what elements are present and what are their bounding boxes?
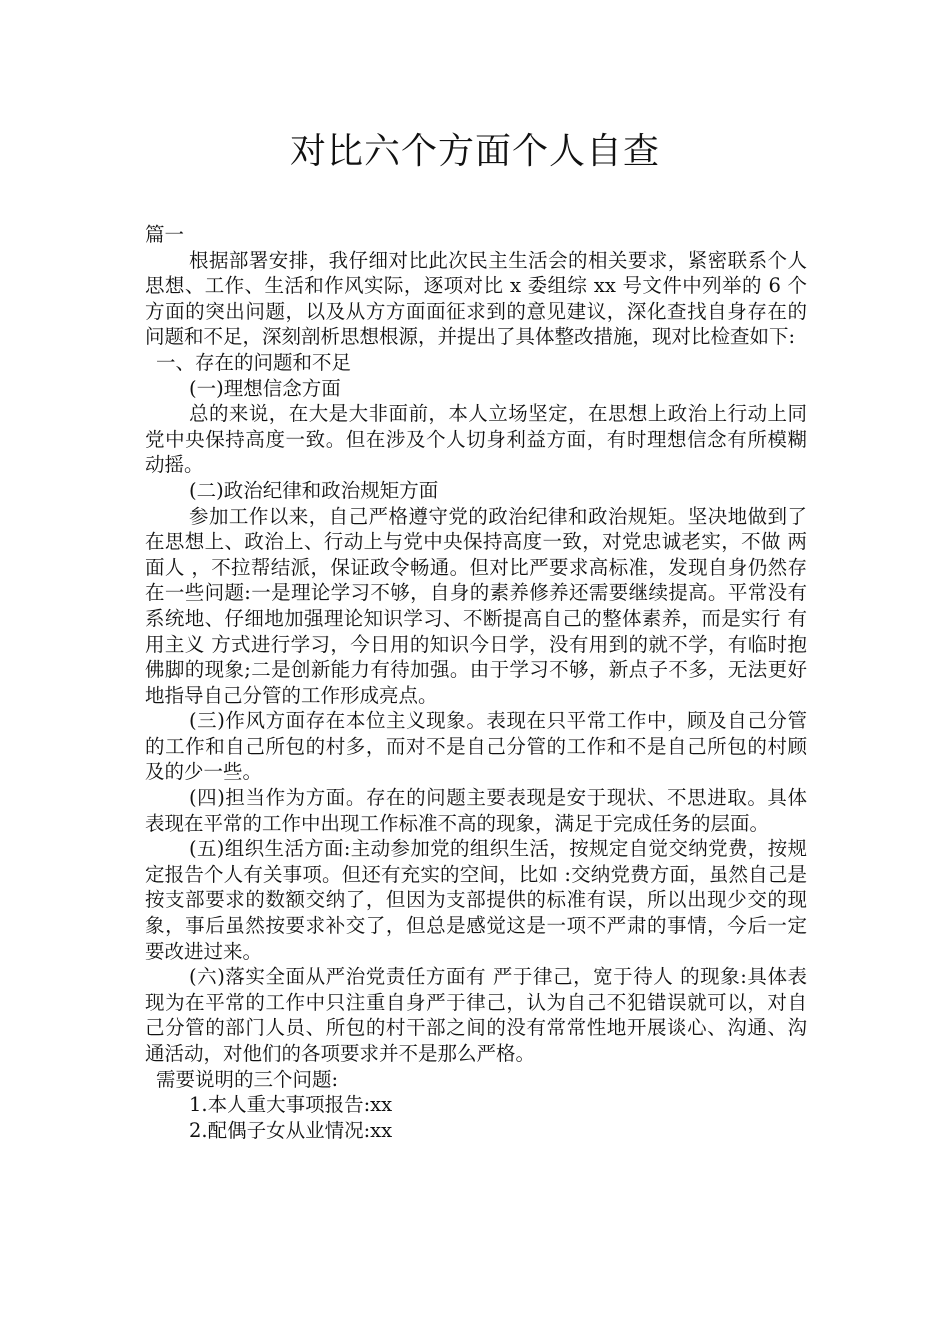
paragraph-party-governance: (六)落实全面从严治党责任方面有 严于律己，宽于待人 的现象:具体表现为在平常的工作中只注重自身严于律己，认为自己不犯错误就可以，对自己分管的部门人员、所包的村干部之间的没有常常性地开展谈心、沟通、沟通活动，对他们的各项要求并不是那么严格。: [145, 965, 807, 1065]
paragraph-ideals: 总的来说，在大是大非面前，本人立场坚定，在思想上政治上行动上同党中央保持高度一致。但在涉及个人切身利益方面，有时理想信念有所模糊动摇。: [145, 402, 807, 477]
paragraph-style: (三)作风方面存在本位主义现象。表现在只平常工作中，顾及自己分管的工作和自己所包的村多，而对不是自己分管的工作和不是自己所包的村顾及的少一些。: [145, 709, 807, 784]
list-item: 2.配偶子女从业情况:xx: [189, 1118, 393, 1142]
document-title: 对比六个方面个人自查: [289, 131, 660, 172]
subheading-discipline: (二)政治纪律和政治规矩方面: [189, 478, 439, 502]
list-item: 1.本人重大事项报告:xx: [189, 1093, 393, 1117]
intro-paragraph: 根据部署安排，我仔细对比此次民主生活会的相关要求，紧密联系个人思想、工作、生活和作风实际，逐项对比 x 委组综 xx 号文件中列举的 6 个方面的突出问题，以及从方方面面征求到的意见建议，深化查找自身存在的问题和不足，深刻剖析思想根源，并提出了具体整改措施，现对比检查如下:: [145, 248, 807, 349]
document-body: [145, 222, 807, 1143]
heading-problems: 一、存在的问题和不足: [156, 350, 352, 374]
paragraph-organization: (五)组织生活方面:主动参加党的组织生活，按规定自觉交纳党费，按规定报告个人有关事项。但还有充实的空间，比如 :交纳党费方面，虽然自己是按支部要求的数额交纳了，但因为支部提供的标准有误，所以出现少交的现象，事后虽然按要求补交了，但总是感觉这是一项不严肃的事情，今后一定要改进过来。: [145, 837, 807, 963]
subheading-ideals: (一)理想信念方面: [189, 376, 341, 400]
section-label: 篇一: [145, 223, 185, 246]
paragraph-discipline: 参加工作以来，自己严格遵守党的政治纪律和政治规矩。坚决地做到了在思想上、政治上、行动上与党中央保持高度一致，对党忠诚老实，不做 两面人 ，不拉帮结派，保证政令畅通。但对比严要求高标准，发现自身仍然存在一些问题:一是理论学习不够，自身的素养修养还需要继续提高。平常没有系统地、仔细地加强理论知识学习、不断提高自己的整体素养，而是实行 有用主义 方式进行学习，今日用的知识今日学，没有用到的就不学，有临时抱佛脚的现象;二是创新能力有待加强。由于学习不够，新点子不多，无法更好地指导自己分管的工作形成亮点。: [145, 504, 807, 707]
heading-three-issues: 需要说明的三个问题:: [156, 1067, 339, 1091]
paragraph-responsibility: (四)担当作为方面。存在的问题主要表现是安于现状、不思进取。具体表现在平常的工作中出现工作标准不高的现象，满足于完成任务的层面。: [145, 786, 807, 835]
